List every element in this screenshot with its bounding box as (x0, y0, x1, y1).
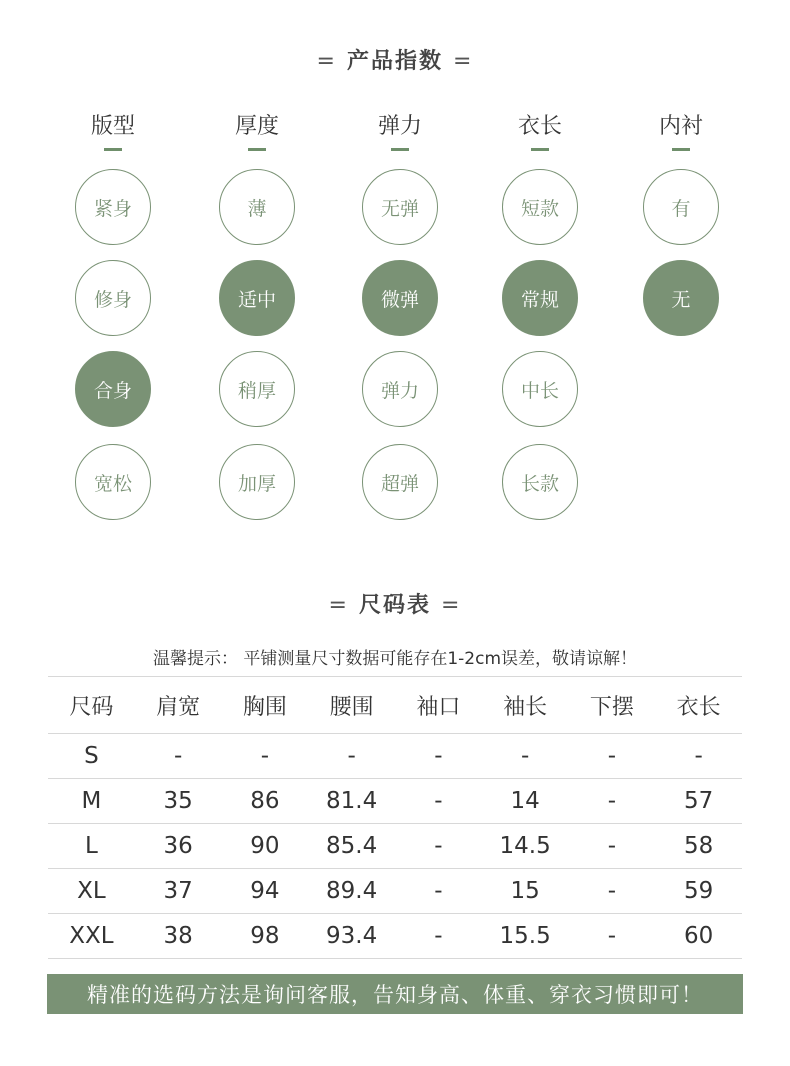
table-cell: - (569, 869, 656, 914)
table-cell: - (569, 779, 656, 824)
table-cell: 98 (222, 914, 309, 959)
attr-column-2 (340, 112, 460, 151)
table-cell: S (48, 734, 135, 779)
table-cell: XL (48, 869, 135, 914)
attr-option-circle: 加厚 (219, 444, 295, 520)
attr-option-circle: 中长 (502, 351, 578, 427)
attr-option-circle: 修身 (75, 260, 151, 336)
attr-option-circle: 宽松 (75, 444, 151, 520)
title-deco-left: = (316, 49, 337, 74)
table-cell: - (395, 734, 482, 779)
column-header: 袖口 (395, 677, 482, 734)
table-cell: - (395, 914, 482, 959)
table-cell: 37 (135, 869, 222, 914)
attr-header: 厚度 (234, 114, 279, 139)
table-cell: 94 (222, 869, 309, 914)
column-header: 尺码 (48, 677, 135, 734)
attr-header-underline (531, 148, 549, 151)
table-cell: 93.4 (308, 914, 395, 959)
table-cell: - (395, 869, 482, 914)
column-header: 肩宽 (135, 677, 222, 734)
column-header: 下摆 (569, 677, 656, 734)
table-cell: 90 (222, 824, 309, 869)
table-cell: 89.4 (308, 869, 395, 914)
attr-header-underline (672, 148, 690, 151)
table-cell: 57 (655, 779, 742, 824)
attr-column-1 (197, 112, 317, 151)
attr-column-0 (53, 112, 173, 151)
attr-option-circle: 超弹 (362, 444, 438, 520)
attr-header-underline (104, 148, 122, 151)
attr-header-underline (248, 148, 266, 151)
attr-option-circle: 薄 (219, 169, 295, 245)
attr-header: 弹力 (377, 114, 422, 139)
table-cell: 81.4 (308, 779, 395, 824)
size-advice-banner: 精准的选码方法是询问客服，告知身高、体重、穿衣习惯即可！ (47, 974, 743, 1014)
table-cell: - (569, 734, 656, 779)
table-cell: 14.5 (482, 824, 569, 869)
index-section-title (0, 44, 790, 75)
table-cell: 38 (135, 914, 222, 959)
table-cell: - (569, 914, 656, 959)
table-cell: - (308, 734, 395, 779)
table-cell: 36 (135, 824, 222, 869)
title-deco-right: = (453, 49, 474, 74)
attr-option-circle: 合身 (75, 351, 151, 427)
attr-header: 衣长 (517, 114, 562, 139)
attr-option-circle: 稍厚 (219, 351, 295, 427)
table-cell: 35 (135, 779, 222, 824)
table-row (48, 824, 742, 869)
table-cell: 60 (655, 914, 742, 959)
table-row (48, 914, 742, 959)
table-cell: 85.4 (308, 824, 395, 869)
table-cell: 14 (482, 779, 569, 824)
attr-column-4 (621, 112, 741, 151)
table-row (48, 779, 742, 824)
attr-option-circle: 微弹 (362, 260, 438, 336)
attr-column-3 (480, 112, 600, 151)
table-cell: - (395, 824, 482, 869)
column-header: 袖长 (482, 677, 569, 734)
table-cell: 15.5 (482, 914, 569, 959)
attr-option-circle: 无弹 (362, 169, 438, 245)
index-title-text: 产品指数 (346, 49, 443, 74)
table-cell: - (222, 734, 309, 779)
table-cell: M (48, 779, 135, 824)
attr-option-circle: 无 (643, 260, 719, 336)
table-cell: - (395, 779, 482, 824)
column-header: 胸围 (222, 677, 309, 734)
attr-option-circle: 适中 (219, 260, 295, 336)
table-row (48, 869, 742, 914)
table-cell: L (48, 824, 135, 869)
table-cell: - (135, 734, 222, 779)
table-row (48, 734, 742, 779)
table-cell: 58 (655, 824, 742, 869)
attr-header-underline (391, 148, 409, 151)
attr-header: 版型 (90, 114, 135, 139)
title-deco-left: = (328, 593, 349, 618)
attr-header: 内衬 (658, 114, 703, 139)
size-section-title (0, 588, 790, 619)
table-cell: - (482, 734, 569, 779)
table-cell: - (569, 824, 656, 869)
table-cell: 86 (222, 779, 309, 824)
table-cell: 59 (655, 869, 742, 914)
attr-option-circle: 长款 (502, 444, 578, 520)
table-cell: 15 (482, 869, 569, 914)
attr-option-circle: 弹力 (362, 351, 438, 427)
size-table (48, 676, 742, 959)
column-header: 衣长 (655, 677, 742, 734)
measurement-tip: 温馨提示： 平铺测量尺寸数据可能存在1-2cm误差，敬请谅解！ (152, 649, 638, 669)
attr-option-circle: 紧身 (75, 169, 151, 245)
size-table-header-row (48, 677, 742, 734)
attr-option-circle: 短款 (502, 169, 578, 245)
title-deco-right: = (441, 593, 462, 618)
size-title-text: 尺码表 (358, 593, 431, 618)
attr-option-circle: 常规 (502, 260, 578, 336)
column-header: 腰围 (308, 677, 395, 734)
attr-option-circle: 有 (643, 169, 719, 245)
table-cell: - (655, 734, 742, 779)
table-cell: XXL (48, 914, 135, 959)
